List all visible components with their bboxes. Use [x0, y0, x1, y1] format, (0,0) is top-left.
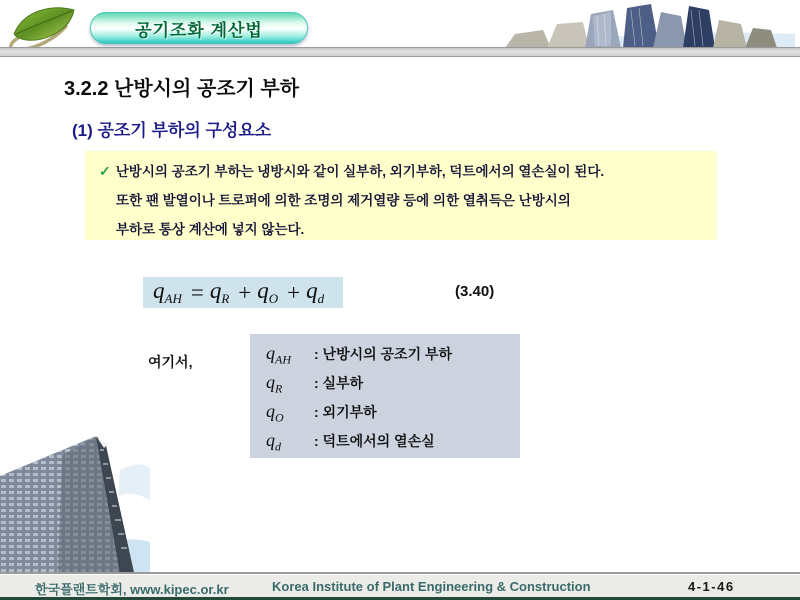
note-line — [99, 157, 707, 186]
symbol: $q_R$ — [266, 372, 283, 396]
symbol-meaning: : 실부하 — [314, 375, 364, 391]
skyscraper-photo — [0, 430, 150, 573]
slide-header — [0, 0, 800, 47]
equation-term: $q_R$ — [209, 277, 230, 307]
note-text: 난방시의 공조기 부하는 냉방시와 같이 실부하, 외기부하, 덕트에서의 열손실이 된다. — [115, 164, 605, 179]
symbol: $q_O$ — [266, 401, 284, 425]
equation-box — [143, 277, 343, 308]
definition-row — [266, 401, 520, 430]
symbol: $q_{AH}$ — [266, 343, 291, 367]
equation-term: $q_{AH}$ — [153, 277, 182, 307]
symbol-meaning: : 외기부하 — [314, 404, 377, 420]
equation-term: $q_O$ — [257, 277, 279, 307]
definitions-box — [250, 334, 520, 458]
definition-row — [266, 372, 520, 401]
header-banner-title: 공기조화 계산법 — [135, 20, 263, 40]
equation-term: $q_d$ — [306, 277, 325, 307]
page-number: 4-1-46 — [688, 579, 735, 594]
footer-organization: 한국플랜트학회, www.kipec.or.kr — [35, 582, 229, 597]
leaf-logo-icon — [4, 0, 86, 50]
note-line: 부하로 통상 계산에 넣지 않는다. — [116, 222, 305, 237]
plus-sign: + — [287, 279, 301, 305]
equation-number: (3.40) — [455, 283, 495, 300]
checkmark-icon: ✓ — [99, 163, 111, 179]
city-skyline-icon — [465, 0, 795, 48]
symbol-meaning: : 난방시의 공조기 부하 — [314, 346, 453, 362]
page-title: 3.2.2 난방시의 공조기 부하 — [64, 78, 300, 100]
symbol-meaning: : 덕트에서의 열손실 — [314, 433, 435, 449]
note-box — [85, 151, 717, 240]
note-line: 또한 팬 발열이나 트로퍼에 의한 조명의 제거열량 등에 의한 열취득은 난방시의 — [116, 193, 571, 208]
plus-sign: + — [238, 279, 252, 305]
where-label: 여기서, — [148, 354, 193, 370]
header-divider — [0, 47, 800, 57]
definition-row — [266, 343, 520, 372]
symbol: $q_d$ — [266, 430, 281, 454]
footer-institute-name: Korea Institute of Plant Engineering & Construction — [272, 579, 591, 594]
section-subtitle: (1) 공조기 부하의 구성요소 — [72, 121, 272, 140]
header-banner — [90, 12, 308, 44]
equals-sign: = — [190, 279, 204, 305]
definition-row — [266, 430, 520, 459]
